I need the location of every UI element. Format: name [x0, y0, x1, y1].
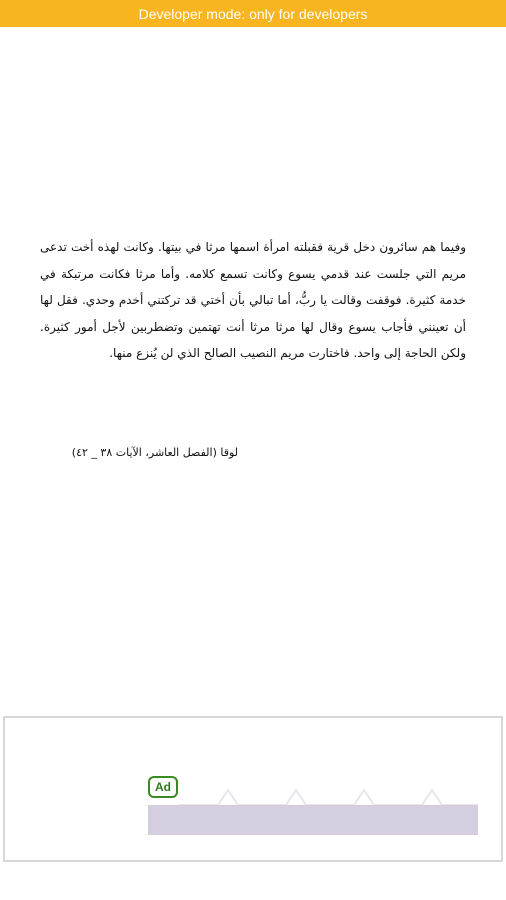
- scripture-text: [40, 234, 466, 367]
- ad-badge: Ad: [148, 776, 178, 798]
- ad-placeholder-graphic: [178, 782, 478, 806]
- scripture-paragraph: وفيما هم سائرون دخل قرية فقبلته امرأة اسمها مرثا في بيتها. وكانت لهذه أخت تدعى مريم التي جلست عند قدمي يسوع وكانت تسمع كلامه. وأما مرثا فكانت مرتبكة في خدمة كثيرة. فوقفت وقالت يا ربُّ، أما تبالي بأن أختي قد تركتني أخدم وحدي. فقل لها أن تعينني فأجاب يسوع وقال لها مرثا مرثا أنت تهتمين وتضطربين لأجل أمور كثيرة. ولكن الحاجة إلى واحد. فاختارت مريم النصيب الصالح الذي لن يُنزع منها.: [40, 240, 466, 360]
- ad-content-bar[interactable]: [148, 805, 478, 835]
- scripture-citation: لوقا (الفصل العاشر، الآيات ٣٨ _ ٤٢): [71, 446, 238, 459]
- developer-mode-banner: [0, 0, 506, 27]
- developer-mode-text: Developer mode: only for developers: [138, 5, 368, 22]
